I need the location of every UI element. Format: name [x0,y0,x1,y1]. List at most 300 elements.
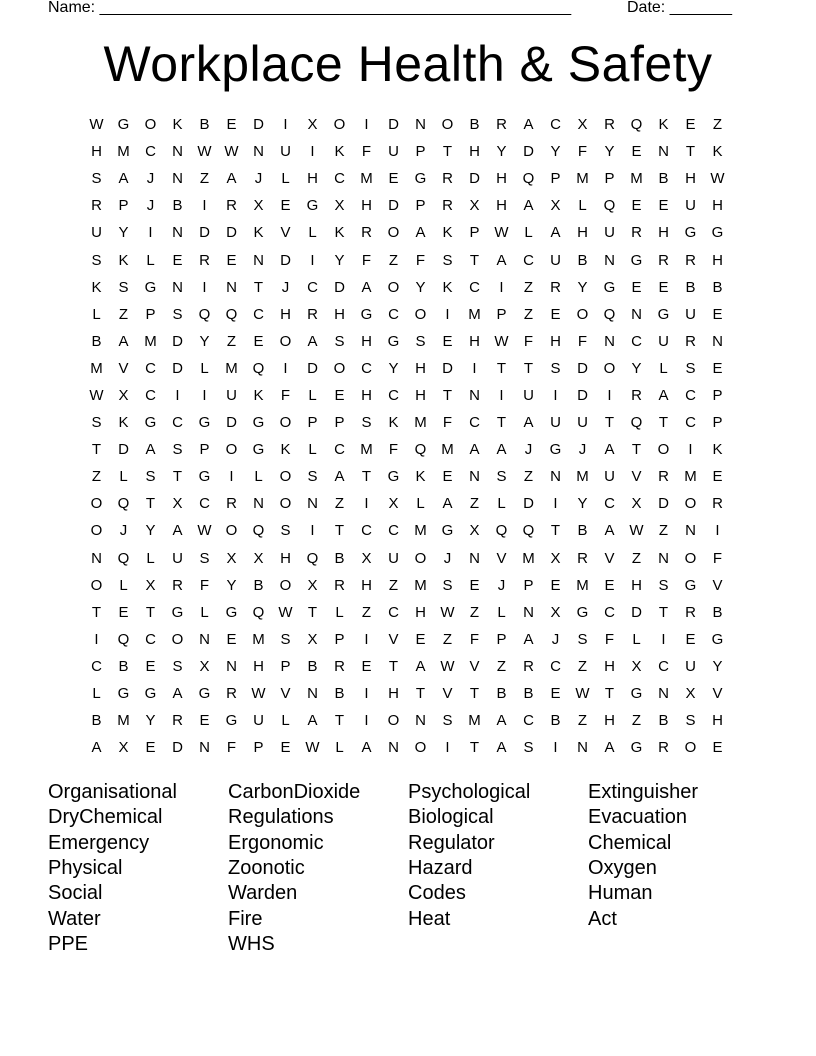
grid-letter[interactable]: X [550,197,561,215]
grid-letter[interactable]: A [91,739,102,757]
grid-letter[interactable]: P [712,414,723,432]
grid-letter[interactable]: D [226,224,237,242]
grid-letter[interactable]: L [416,495,425,513]
grid-letter[interactable]: L [308,224,317,242]
grid-letter[interactable]: Q [603,305,616,323]
grid-letter[interactable]: U [550,251,561,269]
grid-letter[interactable]: H [307,170,318,188]
grid-letter[interactable]: R [199,251,210,269]
grid-letter[interactable]: K [415,468,426,486]
grid-letter[interactable]: G [198,468,211,486]
grid-letter[interactable]: G [630,739,643,757]
grid-letter[interactable]: W [89,386,104,404]
grid-letter[interactable]: N [172,170,183,188]
grid-letter[interactable]: J [443,549,452,567]
grid-letter[interactable]: D [388,116,399,134]
grid-letter[interactable]: P [469,224,480,242]
grid-letter[interactable]: F [442,414,453,432]
grid-letter[interactable]: X [226,549,237,567]
grid-letter[interactable]: M [576,576,589,594]
grid-letter[interactable]: N [226,657,237,675]
grid-letter[interactable]: S [145,468,156,486]
grid-letter[interactable]: D [469,170,480,188]
grid-letter[interactable]: U [280,143,291,161]
grid-letter[interactable]: Z [496,657,507,675]
grid-letter[interactable]: G [144,685,157,703]
grid-letter[interactable]: L [254,468,263,486]
grid-letter[interactable]: O [576,305,589,323]
grid-letter[interactable]: R [712,495,723,513]
grid-letter[interactable]: M [225,359,238,377]
grid-letter[interactable]: I [553,739,558,757]
grid-letter[interactable]: I [175,386,180,404]
grid-letter[interactable]: L [578,197,587,215]
grid-letter[interactable]: B [577,522,588,540]
grid-letter[interactable]: G [630,685,643,703]
grid-letter[interactable]: E [226,630,237,648]
grid-letter[interactable]: G [198,414,211,432]
grid-letter[interactable]: R [226,495,237,513]
grid-letter[interactable]: D [523,143,534,161]
grid-letter[interactable]: I [310,251,315,269]
grid-letter[interactable]: C [604,603,615,621]
grid-letter[interactable]: S [118,278,129,296]
grid-letter[interactable]: S [280,630,291,648]
grid-letter[interactable]: K [334,224,345,242]
grid-letter[interactable]: N [631,305,642,323]
grid-letter[interactable]: A [334,468,345,486]
grid-letter[interactable]: S [496,468,507,486]
grid-letter[interactable]: R [226,685,237,703]
grid-letter[interactable]: G [252,441,265,459]
grid-letter[interactable]: H [469,143,480,161]
grid-letter[interactable]: H [415,603,426,621]
grid-letter[interactable]: Z [91,468,102,486]
grid-letter[interactable]: S [550,359,561,377]
grid-letter[interactable]: E [658,278,669,296]
grid-letter[interactable]: J [146,170,155,188]
grid-letter[interactable]: G [711,630,724,648]
grid-letter[interactable]: P [280,657,291,675]
grid-letter[interactable]: H [280,549,291,567]
grid-letter[interactable]: L [281,170,290,188]
grid-letter[interactable]: D [226,414,237,432]
grid-letter[interactable]: H [712,251,723,269]
grid-letter[interactable]: I [364,712,369,730]
grid-letter[interactable]: G [387,468,400,486]
grid-letter[interactable]: J [551,630,560,648]
grid-letter[interactable]: K [118,414,129,432]
grid-letter[interactable]: C [658,657,669,675]
grid-letter[interactable]: X [550,603,561,621]
grid-letter[interactable]: D [199,224,210,242]
grid-letter[interactable]: G [657,305,670,323]
grid-letter[interactable]: S [442,576,453,594]
grid-letter[interactable]: R [658,251,669,269]
grid-letter[interactable]: S [91,170,102,188]
grid-letter[interactable]: K [118,251,129,269]
grid-letter[interactable]: L [659,359,668,377]
grid-letter[interactable]: H [712,712,723,730]
grid-letter[interactable]: H [496,197,507,215]
grid-letter[interactable]: E [145,657,156,675]
grid-letter[interactable]: I [445,305,450,323]
grid-letter[interactable]: H [253,657,264,675]
grid-letter[interactable]: G [144,278,157,296]
grid-letter[interactable]: E [442,468,453,486]
grid-letter[interactable]: G [414,170,427,188]
grid-letter[interactable]: B [658,170,669,188]
grid-letter[interactable]: N [253,251,264,269]
grid-letter[interactable]: R [685,251,696,269]
grid-letter[interactable]: F [523,332,534,350]
grid-letter[interactable]: I [715,522,720,540]
grid-letter[interactable]: L [632,630,641,648]
grid-letter[interactable]: I [499,386,504,404]
grid-letter[interactable]: O [225,522,238,540]
grid-letter[interactable]: T [442,143,453,161]
grid-letter[interactable]: G [684,576,697,594]
grid-letter[interactable]: Z [442,630,453,648]
grid-letter[interactable]: T [253,278,264,296]
grid-letter[interactable]: N [469,386,480,404]
grid-letter[interactable]: T [442,386,453,404]
grid-letter[interactable]: C [388,305,399,323]
grid-letter[interactable]: N [199,630,210,648]
grid-letter[interactable]: A [361,739,372,757]
grid-letter[interactable]: L [335,603,344,621]
grid-letter[interactable]: I [688,441,693,459]
grid-letter[interactable]: H [361,197,372,215]
grid-letter[interactable]: T [631,441,642,459]
grid-letter[interactable]: R [361,224,372,242]
grid-letter[interactable]: L [119,576,128,594]
grid-letter[interactable]: Q [522,170,535,188]
grid-letter[interactable]: O [90,522,103,540]
grid-letter[interactable]: R [334,657,345,675]
name-field[interactable]: Name: _____________________________________________________ [48,0,572,16]
grid-letter[interactable]: E [199,712,210,730]
grid-letter[interactable]: O [279,414,292,432]
grid-letter[interactable]: T [496,414,507,432]
grid-letter[interactable]: A [523,197,534,215]
grid-letter[interactable]: N [415,712,426,730]
grid-letter[interactable]: K [253,224,264,242]
grid-letter[interactable]: Y [496,143,507,161]
grid-letter[interactable]: M [252,630,265,648]
grid-letter[interactable]: A [226,170,237,188]
grid-letter[interactable]: R [658,468,669,486]
grid-letter[interactable]: X [361,549,372,567]
grid-letter[interactable]: B [685,278,696,296]
grid-letter[interactable]: E [550,576,561,594]
grid-letter[interactable]: Z [577,712,588,730]
grid-letter[interactable]: X [550,549,561,567]
grid-letter[interactable]: A [118,170,129,188]
grid-letter[interactable]: H [685,170,696,188]
grid-letter[interactable]: Q [225,305,238,323]
grid-letter[interactable]: W [197,522,212,540]
grid-letter[interactable]: Z [469,603,480,621]
grid-letter[interactable]: R [631,224,642,242]
grid-letter[interactable]: X [253,197,264,215]
grid-letter[interactable]: U [226,386,237,404]
grid-letter[interactable]: Z [361,603,372,621]
grid-letter[interactable]: L [92,685,101,703]
grid-letter[interactable]: I [661,630,666,648]
grid-letter[interactable]: U [388,143,399,161]
grid-letter[interactable]: Y [604,143,615,161]
grid-letter[interactable]: B [712,603,723,621]
grid-letter[interactable]: O [333,359,346,377]
grid-letter[interactable]: N [658,143,669,161]
grid-letter[interactable]: W [89,116,104,134]
grid-letter[interactable]: C [145,359,156,377]
grid-letter[interactable]: Q [603,197,616,215]
grid-letter[interactable]: W [710,170,725,188]
grid-letter[interactable]: O [684,739,697,757]
grid-letter[interactable]: O [414,549,427,567]
grid-letter[interactable]: F [469,630,480,648]
grid-letter[interactable]: N [658,685,669,703]
grid-letter[interactable]: I [310,143,315,161]
grid-letter[interactable]: K [280,441,291,459]
grid-letter[interactable]: R [226,197,237,215]
grid-letter[interactable]: A [496,712,507,730]
grid-letter[interactable]: E [442,332,453,350]
grid-letter[interactable]: N [685,522,696,540]
grid-letter[interactable]: L [200,359,209,377]
grid-letter[interactable]: R [91,197,102,215]
grid-letter[interactable]: P [496,305,507,323]
grid-letter[interactable]: W [629,522,644,540]
grid-letter[interactable]: R [604,116,615,134]
grid-letter[interactable]: U [685,657,696,675]
grid-letter[interactable]: I [202,278,207,296]
grid-letter[interactable]: I [553,495,558,513]
grid-letter[interactable]: I [553,386,558,404]
grid-letter[interactable]: R [442,170,453,188]
grid-letter[interactable]: F [361,143,372,161]
grid-letter[interactable]: A [604,441,615,459]
grid-letter[interactable]: T [388,657,399,675]
grid-letter[interactable]: A [307,712,318,730]
grid-letter[interactable]: E [550,685,561,703]
grid-letter[interactable]: B [523,685,534,703]
grid-letter[interactable]: F [604,630,615,648]
grid-letter[interactable]: M [414,576,427,594]
grid-letter[interactable]: F [388,441,399,459]
grid-letter[interactable]: X [307,576,318,594]
grid-letter[interactable]: G [711,224,724,242]
grid-letter[interactable]: O [441,116,454,134]
grid-letter[interactable]: R [577,549,588,567]
grid-letter[interactable]: M [360,170,373,188]
grid-letter[interactable]: S [91,414,102,432]
grid-letter[interactable]: T [469,739,480,757]
grid-letter[interactable]: M [360,441,373,459]
grid-letter[interactable]: B [712,278,723,296]
grid-letter[interactable]: O [387,224,400,242]
grid-letter[interactable]: U [577,414,588,432]
grid-letter[interactable]: F [226,739,237,757]
grid-letter[interactable]: B [199,116,210,134]
grid-letter[interactable]: Z [388,251,399,269]
grid-letter[interactable]: L [119,468,128,486]
grid-letter[interactable]: I [283,116,288,134]
grid-letter[interactable]: O [387,712,400,730]
grid-letter[interactable]: X [577,116,588,134]
grid-letter[interactable]: E [226,251,237,269]
date-field[interactable]: Date: _______ [627,0,732,16]
grid-letter[interactable]: C [145,630,156,648]
grid-letter[interactable]: T [415,685,426,703]
grid-letter[interactable]: X [631,495,642,513]
grid-letter[interactable]: X [469,522,480,540]
grid-letter[interactable]: O [279,468,292,486]
grid-letter[interactable]: Z [388,576,399,594]
grid-letter[interactable]: M [468,712,481,730]
grid-letter[interactable]: N [172,278,183,296]
grid-letter[interactable]: A [604,522,615,540]
grid-letter[interactable]: G [630,251,643,269]
grid-letter[interactable]: T [469,251,480,269]
grid-letter[interactable]: B [496,685,507,703]
grid-letter[interactable]: K [334,143,345,161]
grid-letter[interactable]: A [415,657,426,675]
grid-letter[interactable]: L [524,224,533,242]
grid-letter[interactable]: E [253,332,264,350]
grid-letter[interactable]: C [388,522,399,540]
grid-letter[interactable]: H [496,170,507,188]
grid-letter[interactable]: G [549,441,562,459]
grid-letter[interactable]: I [364,116,369,134]
grid-letter[interactable]: Y [712,657,723,675]
grid-letter[interactable]: N [469,468,480,486]
grid-letter[interactable]: X [685,685,696,703]
grid-letter[interactable]: M [117,143,130,161]
grid-letter[interactable]: F [415,251,426,269]
grid-letter[interactable]: S [523,739,534,757]
grid-letter[interactable]: X [172,495,183,513]
grid-letter[interactable]: D [658,495,669,513]
grid-letter[interactable]: L [497,603,506,621]
grid-letter[interactable]: Z [712,116,723,134]
grid-letter[interactable]: Z [199,170,210,188]
grid-letter[interactable]: G [306,197,319,215]
grid-letter[interactable]: C [172,414,183,432]
grid-letter[interactable]: K [91,278,102,296]
grid-letter[interactable]: I [94,630,99,648]
grid-letter[interactable]: T [496,359,507,377]
grid-letter[interactable]: D [631,603,642,621]
grid-letter[interactable]: H [631,576,642,594]
grid-letter[interactable]: C [469,278,480,296]
grid-letter[interactable]: S [685,712,696,730]
grid-letter[interactable]: U [523,386,534,404]
grid-letter[interactable]: X [469,197,480,215]
grid-letter[interactable]: R [442,197,453,215]
grid-letter[interactable]: Q [117,549,130,567]
grid-letter[interactable]: H [550,332,561,350]
grid-letter[interactable]: O [279,332,292,350]
grid-letter[interactable]: O [279,576,292,594]
grid-letter[interactable]: D [253,116,264,134]
grid-letter[interactable]: H [361,386,372,404]
grid-letter[interactable]: Y [550,143,561,161]
grid-letter[interactable]: V [442,685,453,703]
grid-letter[interactable]: W [440,603,455,621]
grid-letter[interactable]: G [225,712,238,730]
grid-letter[interactable]: F [577,332,588,350]
grid-letter[interactable]: W [494,224,509,242]
grid-letter[interactable]: E [685,630,696,648]
grid-letter[interactable]: E [280,197,291,215]
grid-letter[interactable]: A [523,116,534,134]
grid-letter[interactable]: Y [118,224,129,242]
grid-letter[interactable]: U [604,224,615,242]
grid-letter[interactable]: S [199,549,210,567]
grid-letter[interactable]: G [441,522,454,540]
grid-letter[interactable]: E [712,468,723,486]
grid-letter[interactable]: C [145,386,156,404]
grid-letter[interactable]: O [414,305,427,323]
grid-letter[interactable]: V [604,549,615,567]
grid-letter[interactable]: V [631,468,642,486]
grid-letter[interactable]: O [90,576,103,594]
grid-letter[interactable]: D [442,359,453,377]
grid-letter[interactable]: S [172,441,183,459]
grid-letter[interactable]: G [144,414,157,432]
grid-letter[interactable]: T [172,468,183,486]
grid-letter[interactable]: E [172,251,183,269]
grid-letter[interactable]: Q [306,549,319,567]
grid-letter[interactable]: S [172,657,183,675]
grid-letter[interactable]: G [225,603,238,621]
grid-letter[interactable]: V [280,224,291,242]
grid-letter[interactable]: A [361,278,372,296]
grid-letter[interactable]: Z [523,468,534,486]
grid-letter[interactable]: Z [577,657,588,675]
grid-letter[interactable]: S [685,359,696,377]
grid-letter[interactable]: D [334,278,345,296]
grid-letter[interactable]: Z [469,495,480,513]
grid-letter[interactable]: C [604,495,615,513]
grid-letter[interactable]: H [415,359,426,377]
grid-letter[interactable]: G [171,603,184,621]
grid-letter[interactable]: M [90,359,103,377]
grid-letter[interactable]: E [361,657,372,675]
grid-letter[interactable]: H [388,685,399,703]
grid-letter[interactable]: K [172,116,183,134]
grid-letter[interactable]: Y [631,359,642,377]
grid-letter[interactable]: T [469,685,480,703]
grid-letter[interactable]: I [364,495,369,513]
grid-letter[interactable]: Y [334,251,345,269]
grid-letter[interactable]: H [415,386,426,404]
grid-letter[interactable]: F [199,576,210,594]
grid-letter[interactable]: O [333,116,346,134]
grid-letter[interactable]: X [631,657,642,675]
grid-letter[interactable]: C [361,522,372,540]
grid-letter[interactable]: I [364,630,369,648]
grid-letter[interactable]: M [441,441,454,459]
grid-letter[interactable]: U [685,197,696,215]
grid-letter[interactable]: P [496,630,507,648]
grid-letter[interactable]: I [229,468,234,486]
grid-letter[interactable]: C [550,657,561,675]
grid-letter[interactable]: N [307,685,318,703]
